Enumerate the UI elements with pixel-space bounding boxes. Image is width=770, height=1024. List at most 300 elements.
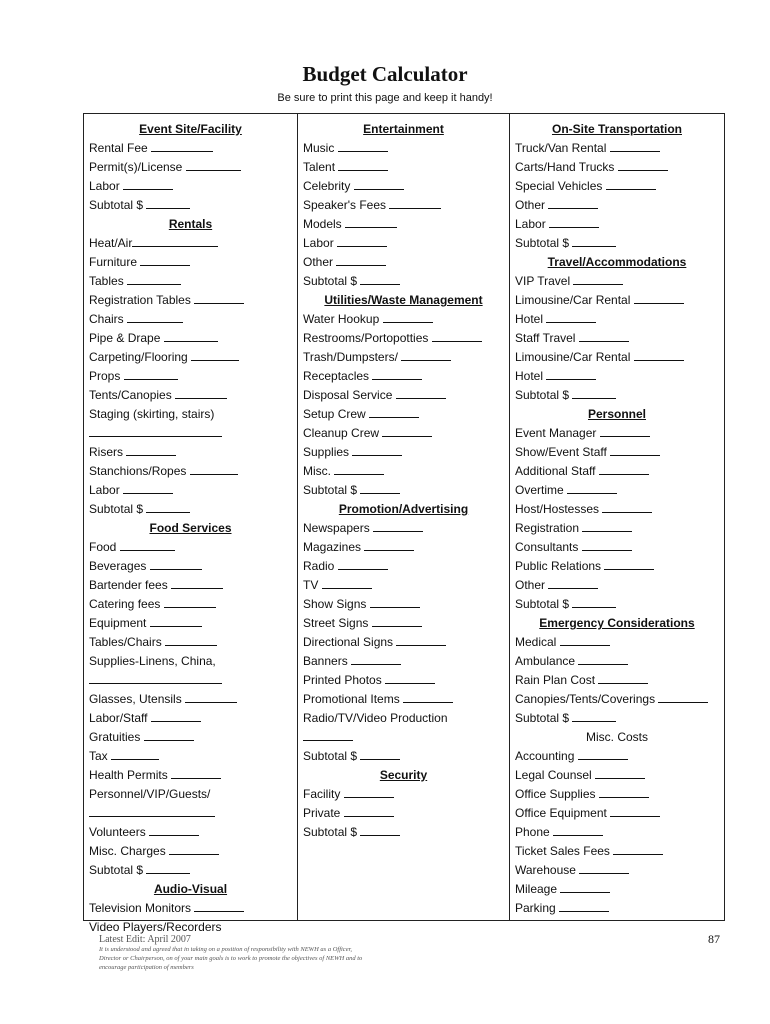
item-label: Radio <box>303 559 338 573</box>
amount-blank <box>546 310 596 323</box>
budget-line-item <box>303 310 509 329</box>
budget-line-item <box>89 899 297 918</box>
amount-blank <box>124 367 178 380</box>
budget-line-item <box>89 291 297 310</box>
budget-line-item <box>303 747 509 766</box>
budget-line-item <box>515 139 724 158</box>
budget-line-item <box>515 899 724 918</box>
column-3 <box>509 113 725 921</box>
amount-blank <box>191 348 239 361</box>
amount-blank <box>338 158 388 171</box>
item-label: Consultants <box>515 540 582 554</box>
item-label: Labor <box>89 179 124 193</box>
budget-line-item <box>515 158 724 177</box>
item-label: Personnel/VIP/Guests/ <box>89 787 211 801</box>
item-label: Other <box>303 255 337 269</box>
budget-line-item <box>515 196 724 215</box>
item-label: Props <box>89 369 124 383</box>
section-heading: Rentals <box>168 217 213 231</box>
amount-blank <box>546 367 596 380</box>
amount-blank <box>127 272 181 285</box>
amount-blank <box>599 462 649 475</box>
item-label: Speaker's Fees <box>303 198 390 212</box>
budget-line-item <box>303 177 509 196</box>
amount-blank <box>383 310 433 323</box>
amount-blank <box>610 804 660 817</box>
budget-line-item <box>89 576 297 595</box>
item-label: Overtime <box>515 483 568 497</box>
budget-line-item <box>89 443 297 462</box>
item-label: Subtotal $ <box>303 825 361 839</box>
amount-blank <box>573 272 623 285</box>
item-label: Magazines <box>303 540 365 554</box>
column-2 <box>297 113 510 921</box>
item-label: Subtotal $ <box>515 236 573 250</box>
budget-line-item <box>303 348 509 367</box>
section-heading: Misc. Costs <box>585 730 648 744</box>
amount-blank <box>600 424 650 437</box>
item-label: Models <box>303 217 346 231</box>
footer-note-line: encourage participation of members <box>99 964 194 971</box>
budget-line-item <box>515 861 724 880</box>
section-heading: Utilities/Waste Management <box>324 293 483 307</box>
page-number: 87 <box>708 932 720 946</box>
budget-line-item <box>303 253 509 272</box>
amount-blank <box>582 519 632 532</box>
item-label: Carts/Hand Trucks <box>515 160 618 174</box>
budget-line-item <box>89 272 297 291</box>
item-label: Subtotal $ <box>515 388 573 402</box>
budget-line-item <box>303 785 509 804</box>
amount-blank <box>610 139 660 152</box>
budget-line-item <box>303 576 509 595</box>
amount-blank <box>559 899 609 912</box>
item-label: Parking <box>515 901 560 915</box>
item-label: Canopies/Tents/Coverings <box>515 692 659 706</box>
amount-blank <box>432 329 482 342</box>
amount-blank <box>151 709 201 722</box>
amount-blank <box>598 671 648 684</box>
page-title: Budget Calculator <box>302 62 468 86</box>
budget-line-item <box>89 747 297 766</box>
item-label: Permit(s)/License <box>89 160 186 174</box>
amount-blank <box>604 557 654 570</box>
amount-blank <box>360 747 400 760</box>
item-label: Staging (skirting, stairs) <box>89 407 215 421</box>
amount-blank <box>618 158 668 171</box>
amount-blank <box>595 766 645 779</box>
budget-line-item <box>89 405 297 424</box>
amount-blank <box>572 709 616 722</box>
budget-line-item <box>303 386 509 405</box>
amount-blank <box>126 443 176 456</box>
amount-blank <box>364 538 414 551</box>
item-label: Newspapers <box>303 521 374 535</box>
budget-line-item <box>89 310 297 329</box>
item-label: Health Permits <box>89 768 172 782</box>
amount-blank <box>344 804 394 817</box>
budget-line-item <box>303 538 509 557</box>
amount-blank <box>175 386 227 399</box>
item-label: Warehouse <box>515 863 580 877</box>
budget-line-item <box>89 728 297 747</box>
item-label: Rental Fee <box>89 141 152 155</box>
item-label: Banners <box>303 654 352 668</box>
budget-line-item <box>303 481 509 500</box>
amount-blank <box>578 652 628 665</box>
item-label: Furniture <box>89 255 141 269</box>
budget-line-item <box>89 386 297 405</box>
footer <box>99 934 559 972</box>
column-1 <box>83 113 298 934</box>
item-label: Show/Event Staff <box>515 445 611 459</box>
amount-blank <box>396 633 446 646</box>
amount-blank <box>123 177 173 190</box>
item-label: Medical <box>515 635 560 649</box>
amount-blank <box>151 139 213 152</box>
item-label: Event Manager <box>515 426 600 440</box>
budget-line-item <box>303 652 509 671</box>
continuation-line <box>303 728 509 747</box>
amount-blank <box>360 272 400 285</box>
item-label: Hotel <box>515 312 547 326</box>
budget-line-item <box>89 538 297 557</box>
section-heading: Emergency Considerations <box>539 616 695 630</box>
budget-line-item <box>303 804 509 823</box>
item-label: Cleanup Crew <box>303 426 383 440</box>
continuation-line <box>89 671 297 690</box>
item-label: Stanchions/Ropes <box>89 464 190 478</box>
budget-line-item <box>515 443 724 462</box>
item-label: Bartender fees <box>89 578 172 592</box>
item-label: Misc. Charges <box>89 844 170 858</box>
budget-line-item <box>303 633 509 652</box>
item-label: Radio/TV/Video Production <box>303 711 448 725</box>
item-label: Printed Photos <box>303 673 386 687</box>
amount-blank <box>553 823 603 836</box>
amount-blank <box>149 823 199 836</box>
item-label: Ambulance <box>515 654 579 668</box>
budget-line-item <box>89 139 297 158</box>
amount-blank <box>111 747 159 760</box>
item-label: Truck/Van Rental <box>515 141 610 155</box>
section-heading: Entertainment <box>363 122 444 136</box>
item-label: Subtotal $ <box>89 198 147 212</box>
amount-blank <box>334 462 384 475</box>
amount-blank <box>127 310 183 323</box>
amount-blank <box>606 177 656 190</box>
amount-blank <box>186 158 241 171</box>
amount-blank <box>382 424 432 437</box>
budget-line-item <box>515 747 724 766</box>
item-label: Ticket Sales Fees <box>515 844 614 858</box>
item-label: Setup Crew <box>303 407 370 421</box>
item-label: Mileage <box>515 882 561 896</box>
budget-line-item <box>89 709 297 728</box>
item-label: Water Hookup <box>303 312 383 326</box>
item-label: Office Equipment <box>515 806 611 820</box>
budget-line-item <box>303 424 509 443</box>
amount-blank <box>185 690 237 703</box>
budget-line-item <box>89 500 297 519</box>
amount-blank <box>658 690 708 703</box>
item-label: Phone <box>515 825 554 839</box>
amount-blank <box>146 196 190 209</box>
item-label: Show Signs <box>303 597 370 611</box>
section-heading: Audio-Visual <box>153 882 228 896</box>
budget-line-item <box>515 785 724 804</box>
item-label: Subtotal $ <box>89 502 147 516</box>
item-label: Labor <box>303 236 338 250</box>
item-label: Tables <box>89 274 128 288</box>
amount-blank <box>337 234 387 247</box>
item-label: TV <box>303 578 322 592</box>
budget-line-item <box>515 481 724 500</box>
budget-line-item <box>515 291 724 310</box>
item-label: Equipment <box>89 616 150 630</box>
item-label: Carpeting/Flooring <box>89 350 192 364</box>
amount-blank <box>567 481 617 494</box>
amount-blank <box>194 291 244 304</box>
item-label: Risers <box>89 445 127 459</box>
amount-blank <box>194 899 244 912</box>
amount-blank <box>164 329 218 342</box>
budget-line-item <box>303 139 509 158</box>
budget-line-item <box>89 367 297 386</box>
budget-line-item <box>515 557 724 576</box>
item-label: Tables/Chairs <box>89 635 166 649</box>
budget-line-item <box>303 462 509 481</box>
amount-blank <box>599 785 649 798</box>
blank-line <box>89 804 215 817</box>
budget-line-item <box>515 823 724 842</box>
item-label: Trash/Dumpsters/ <box>303 350 402 364</box>
amount-blank <box>396 386 446 399</box>
item-label: Street Signs <box>303 616 372 630</box>
item-label: Video Players/Recorders <box>89 920 222 934</box>
item-label: Facility <box>303 787 344 801</box>
item-label: Subtotal $ <box>303 483 361 497</box>
amount-blank <box>572 234 616 247</box>
amount-blank <box>352 443 402 456</box>
budget-line-item <box>515 462 724 481</box>
budget-line-item <box>303 234 509 253</box>
amount-blank <box>345 215 397 228</box>
amount-blank <box>373 519 423 532</box>
item-label: Tax <box>89 749 112 763</box>
section-heading: On-Site Transportation <box>551 122 682 136</box>
budget-line-item <box>303 519 509 538</box>
budget-line-item <box>303 367 509 386</box>
blank-line <box>303 728 353 741</box>
budget-line-item <box>303 272 509 291</box>
item-label: Catering fees <box>89 597 164 611</box>
budget-line-item <box>89 652 297 671</box>
amount-blank <box>171 766 221 779</box>
section-heading: Personnel <box>587 407 647 421</box>
budget-line-item <box>89 196 297 215</box>
budget-line-item <box>515 348 724 367</box>
item-label: Host/Hostesses <box>515 502 603 516</box>
amount-blank <box>164 595 216 608</box>
item-label: Talent <box>303 160 339 174</box>
item-label: Labor <box>89 483 124 497</box>
budget-line-item <box>515 595 724 614</box>
amount-blank <box>385 671 435 684</box>
amount-blank <box>560 633 610 646</box>
budget-line-item <box>89 766 297 785</box>
item-label: Rain Plan Cost <box>515 673 599 687</box>
budget-line-item <box>89 557 297 576</box>
budget-line-item <box>515 424 724 443</box>
item-label: Private <box>303 806 344 820</box>
amount-blank <box>123 481 173 494</box>
item-label: Pipe & Drape <box>89 331 164 345</box>
budget-line-item <box>89 329 297 348</box>
budget-line-item <box>515 880 724 899</box>
budget-line-item <box>515 386 724 405</box>
amount-blank <box>560 880 610 893</box>
budget-line-item <box>515 538 724 557</box>
item-label: Disposal Service <box>303 388 396 402</box>
budget-line-item <box>515 215 724 234</box>
item-label: Registration <box>515 521 583 535</box>
item-label: Subtotal $ <box>303 749 361 763</box>
item-label: Subtotal $ <box>515 597 573 611</box>
item-label: Directional Signs <box>303 635 397 649</box>
amount-blank <box>146 500 190 513</box>
item-label: Special Vehicles <box>515 179 606 193</box>
amount-blank <box>548 196 598 209</box>
blank-line <box>89 424 222 437</box>
budget-line-item <box>89 690 297 709</box>
amount-blank <box>322 576 372 589</box>
amount-blank <box>146 861 190 874</box>
item-label: Heat/Air <box>89 236 133 250</box>
footer-note-line: Director or Chairperson, on of your main goals is to work to promote the objectives of NEWH and to <box>99 955 363 962</box>
item-label: Other <box>515 198 549 212</box>
latest-edit: Latest Edit: April 2007 <box>99 934 191 945</box>
item-label: Television Monitors <box>89 901 195 915</box>
budget-line-item <box>303 158 509 177</box>
amount-blank <box>401 348 451 361</box>
amount-blank <box>169 842 219 855</box>
amount-blank <box>351 652 401 665</box>
amount-blank <box>360 481 400 494</box>
budget-line-item <box>89 614 297 633</box>
item-label: Accounting <box>515 749 578 763</box>
budget-line-item <box>515 367 724 386</box>
budget-line-item <box>515 519 724 538</box>
section-heading: Travel/Accommodations <box>547 255 687 269</box>
amount-blank <box>372 614 422 627</box>
budget-line-item <box>515 709 724 728</box>
page-subtitle: Be sure to print this page and keep it handy! <box>277 92 493 104</box>
budget-line-item <box>89 785 297 804</box>
amount-blank <box>190 462 238 475</box>
footer-note-line: It is understood and agreed that in taking on a position of responsibility with NEWH as a Officer, <box>99 946 353 953</box>
amount-blank <box>150 614 202 627</box>
budget-line-item <box>515 310 724 329</box>
section-heading: Security <box>379 768 428 782</box>
budget-line-item <box>515 804 724 823</box>
amount-blank <box>171 576 223 589</box>
amount-blank <box>572 386 616 399</box>
amount-blank <box>602 500 652 513</box>
item-label: Office Supplies <box>515 787 599 801</box>
amount-blank <box>344 785 394 798</box>
budget-line-item <box>303 614 509 633</box>
budget-line-item <box>303 690 509 709</box>
budget-line-item <box>303 405 509 424</box>
item-label: Registration Tables <box>89 293 195 307</box>
item-label: Food <box>89 540 120 554</box>
item-label: Staff Travel <box>515 331 579 345</box>
budget-line-item <box>303 595 509 614</box>
section-heading: Promotion/Advertising <box>338 502 469 516</box>
item-label: Labor <box>515 217 550 231</box>
amount-blank <box>579 861 629 874</box>
amount-blank <box>613 842 663 855</box>
amount-blank <box>403 690 453 703</box>
item-label: Restrooms/Portopotties <box>303 331 432 345</box>
amount-blank <box>370 595 420 608</box>
item-label: Misc. <box>303 464 335 478</box>
amount-blank <box>579 329 629 342</box>
budget-line-item <box>515 234 724 253</box>
item-label: Volunteers <box>89 825 150 839</box>
budget-line-item <box>89 158 297 177</box>
amount-blank <box>634 291 684 304</box>
item-label: Labor/Staff <box>89 711 151 725</box>
budget-line-item <box>515 766 724 785</box>
budget-line-item <box>303 709 509 728</box>
budget-line-item <box>515 633 724 652</box>
budget-line-item <box>515 690 724 709</box>
item-label: Promotional Items <box>303 692 404 706</box>
amount-blank <box>634 348 684 361</box>
item-label: Limousine/Car Rental <box>515 293 634 307</box>
budget-line-item <box>515 272 724 291</box>
item-label: Legal Counsel <box>515 768 596 782</box>
budget-line-item <box>303 196 509 215</box>
amount-blank <box>578 747 628 760</box>
budget-line-item <box>89 177 297 196</box>
amount-blank <box>120 538 175 551</box>
amount-blank <box>144 728 194 741</box>
item-label: Beverages <box>89 559 150 573</box>
amount-blank <box>338 557 388 570</box>
budget-line-item <box>303 823 509 842</box>
amount-blank <box>369 405 419 418</box>
amount-blank <box>132 234 218 247</box>
item-label: Subtotal $ <box>89 863 147 877</box>
budget-line-item <box>515 842 724 861</box>
budget-line-item <box>303 443 509 462</box>
continuation-line <box>89 424 297 443</box>
budget-line-item <box>515 576 724 595</box>
item-label: Limousine/Car Rental <box>515 350 634 364</box>
budget-line-item <box>303 671 509 690</box>
amount-blank <box>338 139 388 152</box>
budget-line-item <box>89 253 297 272</box>
item-label: Subtotal $ <box>303 274 361 288</box>
amount-blank <box>572 595 616 608</box>
section-heading: Event Site/Facility <box>139 122 242 136</box>
item-label: Supplies-Linens, China, <box>89 654 216 668</box>
budget-line-item <box>515 652 724 671</box>
budget-line-item <box>515 671 724 690</box>
